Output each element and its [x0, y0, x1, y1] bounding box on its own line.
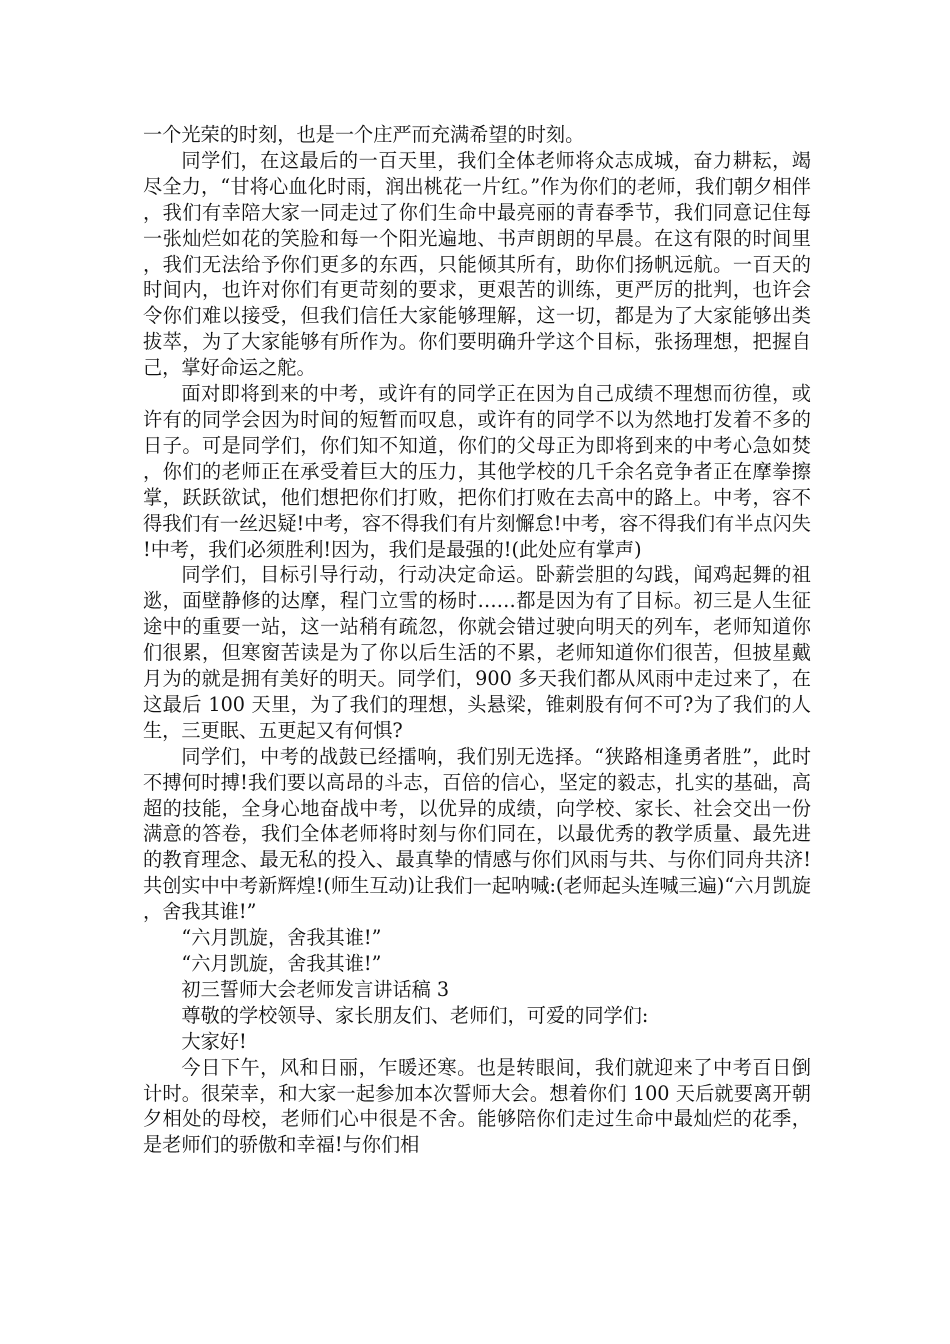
- paragraph-war-drums: 同学们，中考的战鼓已经擂响，我们别无选择。“狭路相逢勇者胜”，此时不搏何时搏!我们要以高昂的斗志，百倍的信心，坚定的毅志，扎实的基础，高超的技能，全身心地奋战中考，以优异的成绩，向学校、家长、社会交出一份满意的答卷，我们全体老师将时刻与你们同在，以最优秀的教学质量、最先进的教育理念、最无私的投入、最真挚的情感与你们风雨与共、与你们同舟共济!共创实中中考新辉煌!(师生互动)让我们一起呐喊:(老师起头连喊三遍)“六月凯旋，舍我其谁!”: [143, 744, 811, 924]
- speech-heading: 初三誓师大会老师发言讲话稿 3: [181, 977, 450, 1001]
- paragraph-last-hundred-days: 同学们，在这最后的一百天里，我们全体老师将众志成城，奋力耕耘，竭尽全力，“甘将心血化时雨，润出桃花一片红。”作为你们的老师，我们朝夕相伴，我们有幸陪大家一同走过了你们生命中最亮丽的青春季节，我们同意记住每一张灿烂如花的笑脸和每一个阳光遍地、书声朗朗的早晨。在这有限的时间里，我们无法给予你们更多的东西，只能倾其所有，助你们扬帆远航。一百天的时间内，也许对你们有更苛刻的要求，更艰苦的训练，更严厉的批判，也许会令你们难以接受，但我们信任大家能够理解，这一切，都是为了大家能够出类拔萃，为了大家能够有所作为。你们要明确升学这个目标，张扬理想，把握自己，掌好命运之舵。: [143, 148, 811, 380]
- paragraph-chant-1: “六月凯旋，舍我其谁!”: [181, 926, 382, 950]
- greeting: 大家好!: [181, 1029, 247, 1053]
- salutation: 尊敬的学校领导、家长朋友们、老师们，可爱的同学们:: [181, 1003, 649, 1027]
- paragraph-chant-2: “六月凯旋，舍我其谁!”: [181, 952, 382, 975]
- paragraph-facing-exam: 面对即将到来的中考，或许有的同学正在因为自己成绩不理想而彷徨，或许有的同学会因为时间的短暂而叹息，或许有的同学不以为然地打发着不多的日子。可是同学们，你们知不知道，你们的父母正为即将到来的中考心急如焚，你们的老师正在承受着巨大的压力，其他学校的几千余名竞争者正在摩拳擦掌，跃跃欲试，他们想把你们打败，把你们打败在去高中的路上。中考，容不得我们有一丝迟疑!中考，容不得我们有片刻懈怠!中考，容不得我们有半点闪失!中考，我们必须胜利!因为，我们是最强的!(此处应有掌声): [143, 382, 811, 561]
- document-body: [143, 122, 811, 1158]
- paragraph-goals: 同学们，目标引导行动，行动决定命运。卧薪尝胆的勾践，闻鸡起舞的祖逖，面壁静修的达摩，程门立雪的杨时……都是因为有了目标。初三是人生征途中的重要一站，这一站稍有疏忽，你就会错过驶向明天的列车，老师知道你们很累，但寒窗苦读是为了你以后生活的不累，老师知道你们很苦，但披星戴月为的就是拥有美好的明天。同学们，900 多天我们都从风雨中走过来了，在这最后 100 天里，为了我们的理想，头悬梁，锥刺股有何不可?为了我们的人生，三更眠、五更起又有何惧?: [143, 563, 811, 742]
- paragraph-this-afternoon: 今日下午，风和日丽，乍暖还寒。也是转眼间，我们就迎来了中考百日倒计时。很荣幸，和大家一起参加本次誓师大会。想着你们 100 天后就要离开朝夕相处的母校，老师们心中很是不舍。能够陪你们走过生命中最灿烂的花季，是老师们的骄傲和幸福!与你们相: [143, 1055, 811, 1157]
- paragraph-continuation: 一个光荣的时刻，也是一个庄严而充满希望的时刻。: [143, 123, 585, 146]
